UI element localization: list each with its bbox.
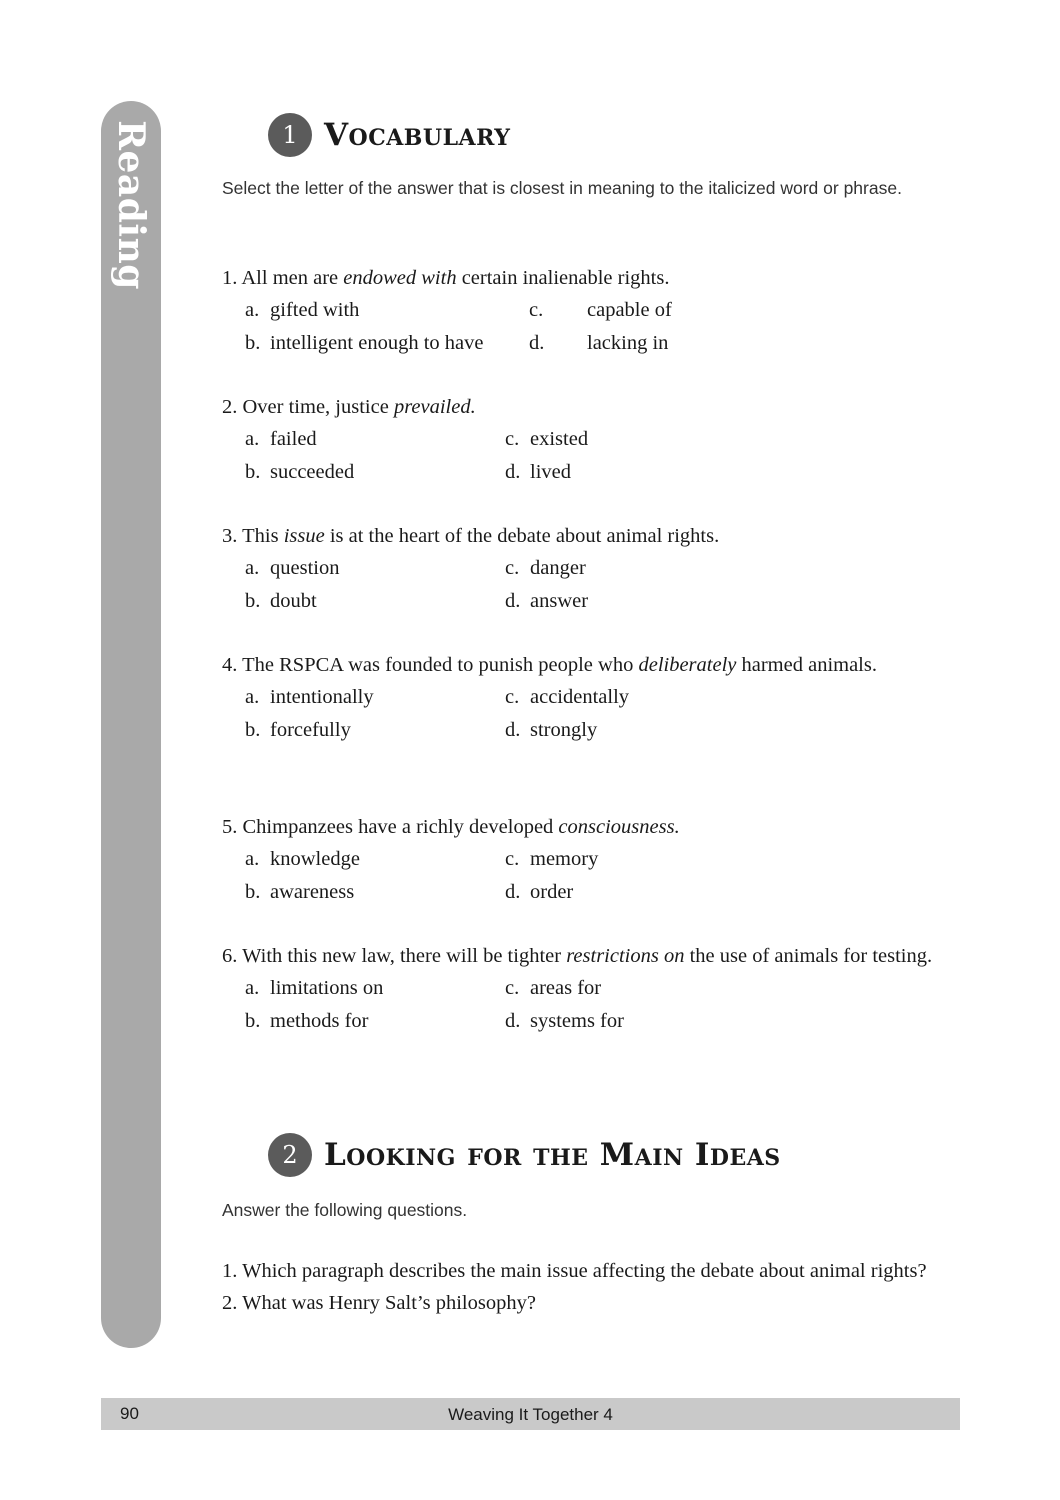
page-number: 90: [120, 1404, 139, 1423]
question-text-after: is at the heart of the debate about animal rights.: [324, 525, 720, 547]
option-b: b. doubt: [245, 589, 317, 612]
option-a: a. failed: [245, 428, 317, 451]
option-d: d. lived: [505, 460, 571, 483]
option-c: c. capable of: [529, 299, 672, 322]
book-title: Weaving It Together 4: [448, 1405, 613, 1424]
option-row: [222, 1005, 935, 1037]
option-b: b. succeeded: [245, 460, 355, 483]
italic-term: restrictions on: [566, 945, 685, 967]
question-text: [222, 391, 935, 423]
question-item: [222, 811, 935, 908]
question-number: 5.: [222, 816, 238, 838]
question-number: 2.: [222, 396, 238, 418]
question-text-after: certain inalienable rights.: [456, 267, 670, 289]
option-row: [222, 681, 935, 713]
question-text-before: The RSPCA was founded to punish people who: [242, 654, 639, 676]
question-text: [222, 520, 935, 552]
italic-term: issue: [283, 525, 325, 547]
question-text: [222, 940, 935, 972]
section-1-instructions: Select the letter of the answer that is closest in meaning to the italicized word or phrase.: [222, 178, 902, 198]
option-b: b. awareness: [245, 880, 355, 903]
option-b: b. forcefully: [245, 718, 351, 741]
question-text: [222, 1255, 935, 1287]
option-d: d. systems for: [505, 1009, 624, 1032]
section-number-badge: 2: [268, 1133, 312, 1177]
option-a: a. question: [245, 557, 340, 580]
option-b: b. methods for: [245, 1009, 369, 1032]
section-2-header: [268, 1133, 781, 1177]
question-text-before: Over time, justice: [242, 396, 394, 418]
question-text: [222, 811, 935, 843]
question-item: [222, 262, 935, 359]
question-number: 6.: [222, 945, 238, 967]
question-item: [222, 940, 935, 1037]
option-d: d. strongly: [505, 718, 598, 741]
question-text-before: All men are: [241, 267, 344, 289]
option-c: c. existed: [505, 428, 589, 451]
question-text-before: Chimpanzees have a richly developed: [242, 816, 559, 838]
question-text-before: This: [242, 525, 284, 547]
option-row: [222, 552, 935, 584]
question-body: What was Henry Salt’s philosophy?: [242, 1292, 536, 1315]
option-c: c. danger: [505, 557, 586, 580]
option-row: [222, 456, 935, 488]
section-title: Looking for the Main Ideas: [324, 1137, 781, 1173]
section-2-instructions: Answer the following questions.: [222, 1200, 468, 1220]
option-c: c. memory: [505, 848, 599, 871]
question-text-after: harmed animals.: [736, 654, 877, 676]
side-tab-label: Reading: [110, 120, 152, 290]
italic-term: consciousness.: [558, 816, 680, 838]
option-row: [222, 714, 935, 746]
question-number: 1.: [222, 1260, 238, 1282]
option-row: [222, 876, 935, 908]
option-c: c. areas for: [505, 977, 602, 1000]
question-item: [222, 1255, 935, 1320]
question-text-after: the use of animals for testing.: [684, 945, 933, 967]
option-b: b. intelligent enough to have: [245, 331, 484, 354]
question-text: [222, 262, 935, 294]
italic-term: endowed with: [343, 267, 457, 289]
question-number: 2.: [222, 1292, 238, 1315]
question-item: [222, 520, 935, 617]
option-a: a. intentionally: [245, 686, 374, 709]
section-title: Vocabulary: [324, 117, 511, 153]
section-number-badge: 1: [268, 113, 312, 157]
option-d: d. lacking in: [529, 331, 669, 354]
option-row: [222, 843, 935, 875]
option-row: [222, 585, 935, 617]
option-row: [222, 327, 935, 359]
question-item: [222, 649, 935, 746]
option-a: a. knowledge: [245, 848, 360, 871]
question-number: 3.: [222, 525, 238, 547]
option-row: [222, 294, 935, 326]
question-number: 4.: [222, 654, 238, 676]
option-d: d. order: [505, 880, 574, 903]
question-text: [222, 1287, 935, 1319]
italic-term: deliberately: [638, 654, 737, 676]
option-c: c. accidentally: [505, 686, 630, 709]
page-footer: [101, 1398, 960, 1430]
question-body: Which paragraph describes the main issue affecting the debate about animal rights?: [242, 1260, 927, 1282]
question-text-before: With this new law, there will be tighter: [242, 945, 567, 967]
question-text: [222, 649, 935, 681]
question-item: [222, 391, 935, 488]
option-a: a. limitations on: [245, 977, 384, 1000]
section-1-header: [268, 113, 510, 157]
option-d: d. answer: [505, 589, 589, 612]
option-row: [222, 423, 935, 455]
option-a: a. gifted with: [245, 299, 360, 322]
option-row: [222, 972, 935, 1004]
italic-term: prevailed.: [393, 396, 476, 418]
question-number: 1.: [222, 267, 238, 289]
